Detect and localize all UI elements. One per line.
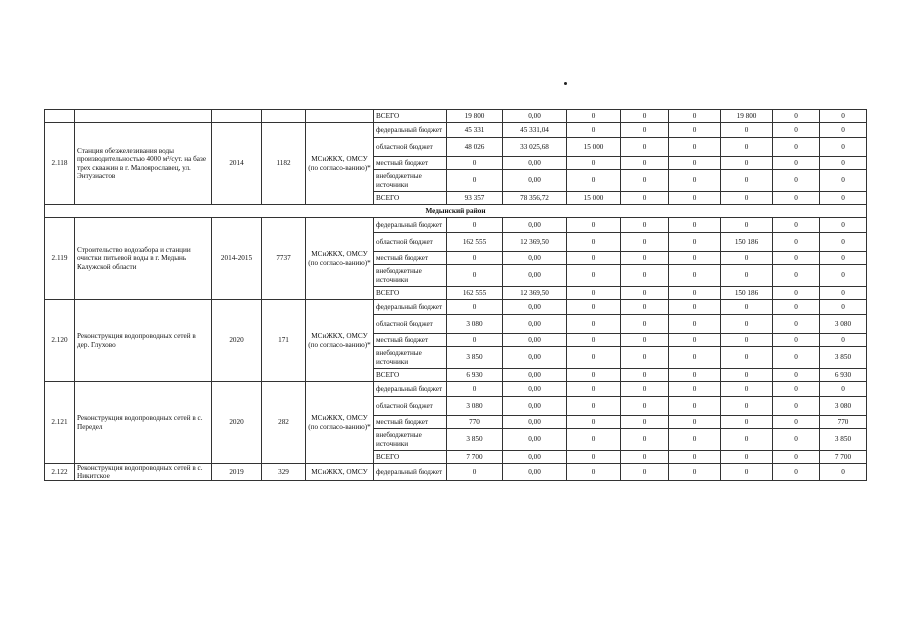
funding-source: областной бюджет	[374, 138, 447, 157]
amount-cell: 3 850	[447, 429, 503, 451]
amount-cell: 0,00	[503, 334, 567, 347]
amount-cell: 0	[669, 416, 721, 429]
amount-cell: 0	[621, 315, 669, 334]
capacity-value: 171	[262, 300, 306, 382]
funding-source: внебюджетные источники	[374, 170, 447, 192]
amount-cell: 0	[721, 218, 773, 233]
amount-cell: 0,00	[503, 315, 567, 334]
amount-cell: 0	[721, 265, 773, 287]
amount-cell: 0	[721, 170, 773, 192]
funding-source: федеральный бюджет	[374, 464, 447, 481]
amount-cell: 19 800	[447, 110, 503, 123]
amount-cell: 0,00	[503, 218, 567, 233]
amount-cell: 0	[773, 315, 820, 334]
amount-cell: 770	[820, 416, 867, 429]
amount-cell: 0	[773, 110, 820, 123]
amount-cell: 45 331	[447, 123, 503, 138]
amount-cell: 0	[567, 397, 621, 416]
amount-cell: 0,00	[503, 347, 567, 369]
amount-cell: 0	[621, 265, 669, 287]
amount-cell: 12 369,50	[503, 287, 567, 300]
amount-cell: 15 000	[567, 192, 621, 205]
capacity-value	[262, 110, 306, 123]
amount-cell: 0	[621, 287, 669, 300]
amount-cell: 0	[669, 451, 721, 464]
amount-cell: 0	[621, 138, 669, 157]
amount-cell: 0	[567, 170, 621, 192]
amount-cell: 0	[621, 451, 669, 464]
funding-source: внебюджетные источники	[374, 347, 447, 369]
amount-cell: 0	[773, 416, 820, 429]
amount-cell: 0	[721, 382, 773, 397]
funding-source: федеральный бюджет	[374, 382, 447, 397]
amount-cell: 6 930	[820, 369, 867, 382]
item-number: 2.122	[45, 464, 75, 481]
implementation-years: 2014	[212, 123, 262, 205]
executor: МСиЖКХ, ОМСУ	[306, 464, 374, 481]
funding-source: внебюджетные источники	[374, 265, 447, 287]
amount-cell: 48 026	[447, 138, 503, 157]
amount-cell: 0	[820, 252, 867, 265]
amount-cell: 0	[820, 382, 867, 397]
amount-cell: 0	[721, 252, 773, 265]
implementation-years: 2020	[212, 300, 262, 382]
amount-cell: 0	[773, 218, 820, 233]
table-row	[45, 382, 867, 397]
implementation-years: 2014-2015	[212, 218, 262, 300]
amount-cell: 0	[567, 123, 621, 138]
amount-cell: 45 331,04	[503, 123, 567, 138]
amount-cell: 0,00	[503, 252, 567, 265]
funding-source: областной бюджет	[374, 233, 447, 252]
amount-cell: 0	[447, 464, 503, 481]
amount-cell: 0	[773, 233, 820, 252]
amount-cell: 33 025,68	[503, 138, 567, 157]
amount-cell: 0	[820, 157, 867, 170]
amount-cell: 0	[567, 451, 621, 464]
amount-cell: 162 555	[447, 233, 503, 252]
amount-cell: 0	[721, 123, 773, 138]
amount-cell: 0	[773, 347, 820, 369]
amount-cell: 0	[820, 300, 867, 315]
amount-cell: 0	[773, 265, 820, 287]
item-number	[45, 110, 75, 123]
amount-cell: 0	[621, 382, 669, 397]
amount-cell: 6 930	[447, 369, 503, 382]
funding-source: областной бюджет	[374, 397, 447, 416]
amount-cell: 0	[621, 429, 669, 451]
amount-cell: 0	[447, 157, 503, 170]
amount-cell: 0	[621, 416, 669, 429]
funding-source: ВСЕГО	[374, 369, 447, 382]
amount-cell: 0	[721, 429, 773, 451]
amount-cell: 0	[820, 123, 867, 138]
amount-cell: 0	[669, 369, 721, 382]
amount-cell: 3 080	[447, 315, 503, 334]
capacity-value: 329	[262, 464, 306, 481]
amount-cell: 0	[669, 252, 721, 265]
amount-cell: 0	[447, 218, 503, 233]
amount-cell: 0	[567, 218, 621, 233]
amount-cell: 0	[773, 382, 820, 397]
capacity-value: 7737	[262, 218, 306, 300]
implementation-years: 2019	[212, 464, 262, 481]
funding-source: местный бюджет	[374, 252, 447, 265]
amount-cell: 0	[567, 265, 621, 287]
amount-cell: 0	[621, 334, 669, 347]
amount-cell: 0	[721, 138, 773, 157]
amount-cell: 0	[721, 192, 773, 205]
amount-cell: 3 080	[820, 397, 867, 416]
amount-cell: 0	[567, 464, 621, 481]
amount-cell: 0,00	[503, 397, 567, 416]
amount-cell: 0	[621, 347, 669, 369]
amount-cell: 0	[773, 451, 820, 464]
amount-cell: 0	[669, 192, 721, 205]
amount-cell: 0	[621, 123, 669, 138]
amount-cell: 0	[621, 218, 669, 233]
amount-cell: 0	[669, 218, 721, 233]
amount-cell: 0	[567, 252, 621, 265]
amount-cell: 0	[447, 300, 503, 315]
item-number: 2.118	[45, 123, 75, 205]
amount-cell: 3 850	[820, 429, 867, 451]
amount-cell: 0	[669, 123, 721, 138]
amount-cell: 0	[447, 170, 503, 192]
amount-cell: 0	[773, 123, 820, 138]
budget-table	[44, 109, 867, 481]
executor: МСиЖКХ, ОМСУ (по согласо-ванию)*	[306, 123, 374, 205]
amount-cell: 0,00	[503, 110, 567, 123]
amount-cell: 12 369,50	[503, 233, 567, 252]
amount-cell: 0	[773, 287, 820, 300]
executor: МСиЖКХ, ОМСУ (по согласо-ванию)*	[306, 300, 374, 382]
amount-cell: 78 356,72	[503, 192, 567, 205]
amount-cell: 0,00	[503, 451, 567, 464]
amount-cell: 0	[669, 265, 721, 287]
executor: МСиЖКХ, ОМСУ (по согласо-ванию)*	[306, 382, 374, 464]
amount-cell: 0	[669, 397, 721, 416]
implementation-years	[212, 110, 262, 123]
amount-cell: 3 080	[447, 397, 503, 416]
amount-cell: 0	[669, 464, 721, 481]
amount-cell: 0,00	[503, 382, 567, 397]
amount-cell: 0	[773, 397, 820, 416]
amount-cell: 770	[447, 416, 503, 429]
amount-cell: 0	[621, 300, 669, 315]
funding-source: ВСЕГО	[374, 110, 447, 123]
item-number: 2.119	[45, 218, 75, 300]
amount-cell: 0	[820, 138, 867, 157]
amount-cell: 0	[773, 464, 820, 481]
funding-source: федеральный бюджет	[374, 123, 447, 138]
amount-cell: 0	[773, 157, 820, 170]
funding-source: федеральный бюджет	[374, 300, 447, 315]
funding-source: местный бюджет	[374, 416, 447, 429]
amount-cell: 0	[567, 382, 621, 397]
funding-source: ВСЕГО	[374, 451, 447, 464]
amount-cell: 15 000	[567, 138, 621, 157]
amount-cell: 0	[669, 300, 721, 315]
amount-cell: 0	[721, 464, 773, 481]
amount-cell: 0	[820, 192, 867, 205]
amount-cell: 0	[721, 451, 773, 464]
amount-cell: 7 700	[447, 451, 503, 464]
amount-cell: 0	[447, 265, 503, 287]
amount-cell: 0,00	[503, 265, 567, 287]
amount-cell: 0	[721, 334, 773, 347]
object-name: Станция обезжелезивания воды производительностью 4000 м³/сут. на базе трех скважин в г. Малоярославец, ул. Энтузиастов	[75, 123, 212, 205]
amount-cell: 0	[669, 429, 721, 451]
amount-cell: 0	[721, 300, 773, 315]
amount-cell: 0	[447, 334, 503, 347]
amount-cell: 0,00	[503, 157, 567, 170]
executor: МСиЖКХ, ОМСУ (по согласо-ванию)*	[306, 218, 374, 300]
table-row	[45, 110, 867, 123]
amount-cell: 0	[820, 170, 867, 192]
object-name: Реконструкция водопроводных сетей в с. Передел	[75, 382, 212, 464]
amount-cell: 19 800	[721, 110, 773, 123]
capacity-value: 282	[262, 382, 306, 464]
amount-cell: 0	[669, 382, 721, 397]
amount-cell: 0	[567, 157, 621, 170]
amount-cell: 0,00	[503, 416, 567, 429]
amount-cell: 0	[820, 464, 867, 481]
capacity-value: 1182	[262, 123, 306, 205]
amount-cell: 0	[773, 300, 820, 315]
funding-source: местный бюджет	[374, 334, 447, 347]
implementation-years: 2020	[212, 382, 262, 464]
page-dot	[564, 82, 567, 85]
amount-cell: 3 850	[447, 347, 503, 369]
amount-cell: 0	[567, 110, 621, 123]
amount-cell: 93 357	[447, 192, 503, 205]
amount-cell: 3 080	[820, 315, 867, 334]
amount-cell: 162 555	[447, 287, 503, 300]
amount-cell: 0	[567, 369, 621, 382]
amount-cell: 0	[567, 334, 621, 347]
amount-cell: 0	[621, 110, 669, 123]
amount-cell: 0	[621, 252, 669, 265]
amount-cell: 150 186	[721, 287, 773, 300]
amount-cell: 7 700	[820, 451, 867, 464]
table-row	[45, 123, 867, 138]
amount-cell: 0	[669, 315, 721, 334]
amount-cell: 0	[820, 110, 867, 123]
amount-cell: 0	[669, 287, 721, 300]
amount-cell: 0,00	[503, 464, 567, 481]
amount-cell: 0	[773, 192, 820, 205]
amount-cell: 0	[721, 315, 773, 334]
amount-cell: 0	[567, 300, 621, 315]
amount-cell: 0,00	[503, 369, 567, 382]
amount-cell: 0	[773, 334, 820, 347]
object-name	[75, 110, 212, 123]
object-name: Реконструкция водопроводных сетей в с. Никитское	[75, 464, 212, 481]
amount-cell: 0	[447, 252, 503, 265]
amount-cell: 0	[669, 347, 721, 369]
amount-cell: 0	[820, 334, 867, 347]
amount-cell: 0	[447, 382, 503, 397]
funding-source: областной бюджет	[374, 315, 447, 334]
amount-cell: 0	[773, 138, 820, 157]
amount-cell: 0	[669, 157, 721, 170]
table-row	[45, 300, 867, 315]
amount-cell: 150 186	[721, 233, 773, 252]
amount-cell: 0	[567, 429, 621, 451]
district-header: Медынский район	[45, 205, 867, 218]
object-name: Реконструкция водопроводных сетей в дер. Глухово	[75, 300, 212, 382]
table-row	[45, 218, 867, 233]
amount-cell: 0	[669, 233, 721, 252]
amount-cell: 0	[773, 170, 820, 192]
amount-cell: 0	[721, 416, 773, 429]
amount-cell: 0	[567, 347, 621, 369]
funding-source: ВСЕГО	[374, 287, 447, 300]
amount-cell: 0	[721, 369, 773, 382]
amount-cell: 0	[773, 252, 820, 265]
amount-cell: 0	[721, 157, 773, 170]
funding-source: ВСЕГО	[374, 192, 447, 205]
amount-cell: 0	[721, 397, 773, 416]
amount-cell: 0	[820, 233, 867, 252]
amount-cell: 0	[621, 464, 669, 481]
amount-cell: 0	[621, 157, 669, 170]
amount-cell: 0,00	[503, 429, 567, 451]
item-number: 2.120	[45, 300, 75, 382]
funding-source: внебюджетные источники	[374, 429, 447, 451]
amount-cell: 0	[621, 369, 669, 382]
item-number: 2.121	[45, 382, 75, 464]
amount-cell: 0	[669, 138, 721, 157]
amount-cell: 0	[669, 334, 721, 347]
amount-cell: 0,00	[503, 300, 567, 315]
amount-cell: 0	[567, 287, 621, 300]
amount-cell: 0	[773, 429, 820, 451]
object-name: Строительство водозабора и станции очистки питьевой воды в г. Медынь Калужской области	[75, 218, 212, 300]
amount-cell: 0	[721, 347, 773, 369]
amount-cell: 0	[820, 218, 867, 233]
amount-cell: 0	[820, 265, 867, 287]
amount-cell: 0,00	[503, 170, 567, 192]
amount-cell: 0	[773, 369, 820, 382]
amount-cell: 0	[621, 397, 669, 416]
amount-cell: 0	[621, 192, 669, 205]
table-row	[45, 464, 867, 481]
amount-cell: 0	[669, 170, 721, 192]
amount-cell: 0	[621, 170, 669, 192]
amount-cell: 0	[567, 233, 621, 252]
executor	[306, 110, 374, 123]
amount-cell: 0	[621, 233, 669, 252]
amount-cell: 0	[669, 110, 721, 123]
amount-cell: 0	[820, 287, 867, 300]
amount-cell: 0	[567, 315, 621, 334]
amount-cell: 3 850	[820, 347, 867, 369]
district-row	[45, 205, 867, 218]
amount-cell: 0	[567, 416, 621, 429]
funding-source: федеральный бюджет	[374, 218, 447, 233]
funding-source: местный бюджет	[374, 157, 447, 170]
